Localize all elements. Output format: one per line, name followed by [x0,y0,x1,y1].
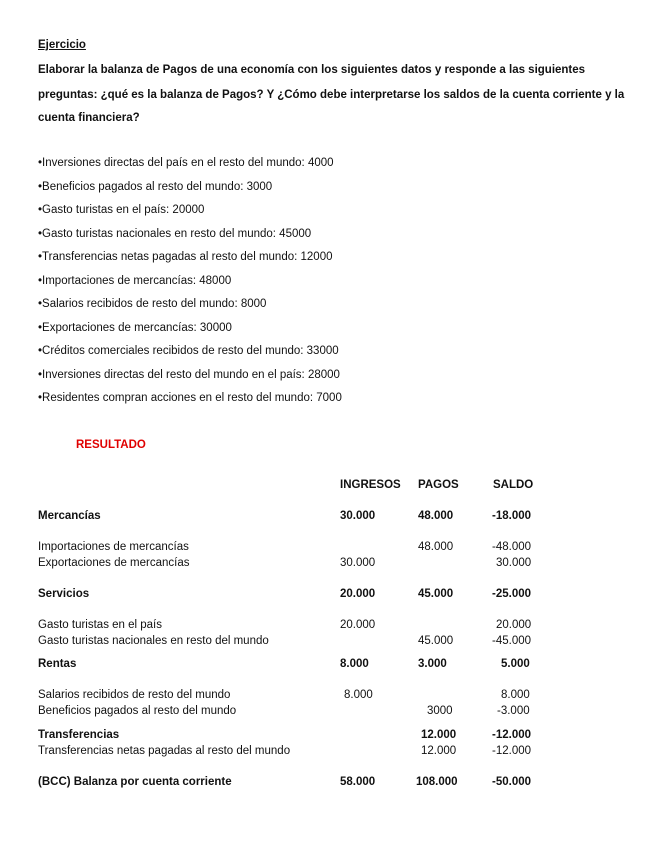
data-item: •Gasto turistas nacionales en resto del mundo: 45000 [38,228,312,240]
cell-saldo: 8.000 [501,689,530,701]
question-line-3: cuenta financiera? [38,112,140,124]
data-item: •Transferencias netas pagadas al resto del mundo: 12000 [38,251,333,263]
row-label: Transferencias netas pagadas al resto del mundo [38,745,291,757]
cell-saldo: -45.000 [492,635,532,647]
cell-ingresos: 20.000 [340,619,376,631]
cell-ingresos: 30.000 [340,557,376,569]
row-label-rentas: Rentas [38,658,77,670]
data-item: •Inversiones directas del resto del mundo en el país: 28000 [38,369,340,381]
cell-ingresos: 58.000 [340,776,376,788]
row-label: Salarios recibidos de resto del mundo [38,689,231,701]
column-header-saldo: SALDO [493,479,534,491]
cell-saldo: 5.000 [501,658,530,670]
cell-pagos: 3000 [427,705,453,717]
cell-saldo: 20.000 [496,619,532,631]
cell-ingresos: 8.000 [344,689,373,701]
cell-saldo: -48.000 [492,541,532,553]
cell-saldo: -18.000 [492,510,532,522]
data-item: •Residentes compran acciones en el resto del mundo: 7000 [38,392,342,404]
cell-ingresos: 30.000 [340,510,376,522]
exercise-title: Ejercicio [38,39,86,51]
data-item: •Importaciones de mercancías: 48000 [38,275,232,287]
cell-pagos: 3.000 [418,658,447,670]
cell-ingresos: 20.000 [340,588,376,600]
cell-pagos: 45.000 [418,588,454,600]
question-line-1: Elaborar la balanza de Pagos de una economía con los siguientes datos y responde a las siguientes [38,64,586,76]
cell-pagos: 45.000 [418,635,454,647]
cell-pagos: 12.000 [421,729,457,741]
cell-saldo: -12.000 [492,729,532,741]
result-heading: RESULTADO [76,439,146,451]
column-header-pagos: PAGOS [418,479,459,491]
row-label: Gasto turistas nacionales en resto del mundo [38,635,269,647]
cell-pagos: 48.000 [418,510,454,522]
row-label-servicios: Servicios [38,588,90,600]
data-item: •Créditos comerciales recibidos de resto del mundo: 33000 [38,345,339,357]
data-item: •Gasto turistas en el país: 20000 [38,204,205,216]
data-item: •Salarios recibidos de resto del mundo: 8000 [38,298,267,310]
row-label: Exportaciones de mercancías [38,557,190,569]
column-header-ingresos: INGRESOS [340,479,401,491]
cell-saldo: -12.000 [492,745,532,757]
row-label-transferencias: Transferencias [38,729,120,741]
cell-saldo: -25.000 [492,588,532,600]
row-label: Importaciones de mercancías [38,541,189,553]
cell-pagos: 12.000 [421,745,457,757]
row-label-mercancias: Mercancías [38,510,101,522]
question-line-2: preguntas: ¿qué es la balanza de Pagos? Y ¿Cómo debe interpretarse los saldos de la cuenta corriente y la [38,89,625,101]
data-item: •Exportaciones de mercancías: 30000 [38,322,232,334]
cell-saldo: 30.000 [496,557,532,569]
row-label: Beneficios pagados al resto del mundo [38,705,237,717]
cell-pagos: 108.000 [416,776,458,788]
cell-ingresos: 8.000 [340,658,369,670]
cell-saldo: -3.000 [497,705,530,717]
data-item: •Beneficios pagados al resto del mundo: 3000 [38,181,273,193]
row-label-bcc: (BCC) Balanza por cuenta corriente [38,776,232,788]
cell-pagos: 48.000 [418,541,454,553]
data-item: •Inversiones directas del país en el resto del mundo: 4000 [38,157,334,169]
row-label: Gasto turistas en el país [38,619,163,631]
cell-saldo: -50.000 [492,776,532,788]
